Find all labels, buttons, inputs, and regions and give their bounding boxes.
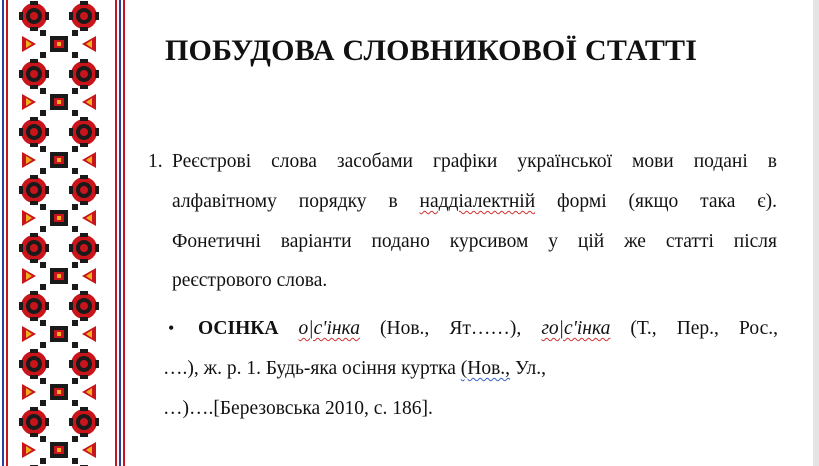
- paragraph-line-2: [172, 191, 777, 213]
- example-line-2-start: ….), ж. р. 1. Будь-яка осіння куртка: [163, 358, 461, 379]
- example-line-3: …)….[Березовська 2010, с. 186].: [163, 398, 433, 419]
- source-nov: (Нов.,: [460, 358, 511, 379]
- paragraph-line-3: Фонетичні варіанти подано курсивом у цій же статті після: [172, 231, 777, 252]
- spellcheck-word: наддіалектній: [419, 191, 536, 212]
- paragraph-line-2-start: алфавітному порядку в: [172, 191, 420, 212]
- window-edge: [813, 0, 819, 466]
- headword: ОСІНКА: [198, 318, 279, 339]
- example-line-2-end: Ул.,: [510, 358, 547, 379]
- paragraph-line-4: реєстрового слова.: [172, 270, 328, 291]
- bullet-point: •: [168, 318, 175, 338]
- embroidery-ornament-border: [0, 0, 127, 466]
- example-line-2: [163, 358, 778, 380]
- example-line-1: [198, 318, 778, 340]
- source-1: (Нов., Ят……),: [380, 318, 522, 339]
- slide-title: ПОБУДОВА СЛОВНИКОВОЇ СТАТТІ: [165, 34, 698, 67]
- phonetic-variant-2: го|с'інка: [541, 318, 611, 339]
- phonetic-variant-1: о|с'інка: [298, 318, 360, 339]
- list-number: 1.: [148, 151, 163, 172]
- source-2: (Т., Пер., Рос.,: [630, 318, 778, 339]
- paragraph-line-1: Реєстрові слова засобами графіки української мови подані в: [172, 151, 777, 172]
- paragraph-line-2-end: формі (якщо така є).: [535, 191, 777, 212]
